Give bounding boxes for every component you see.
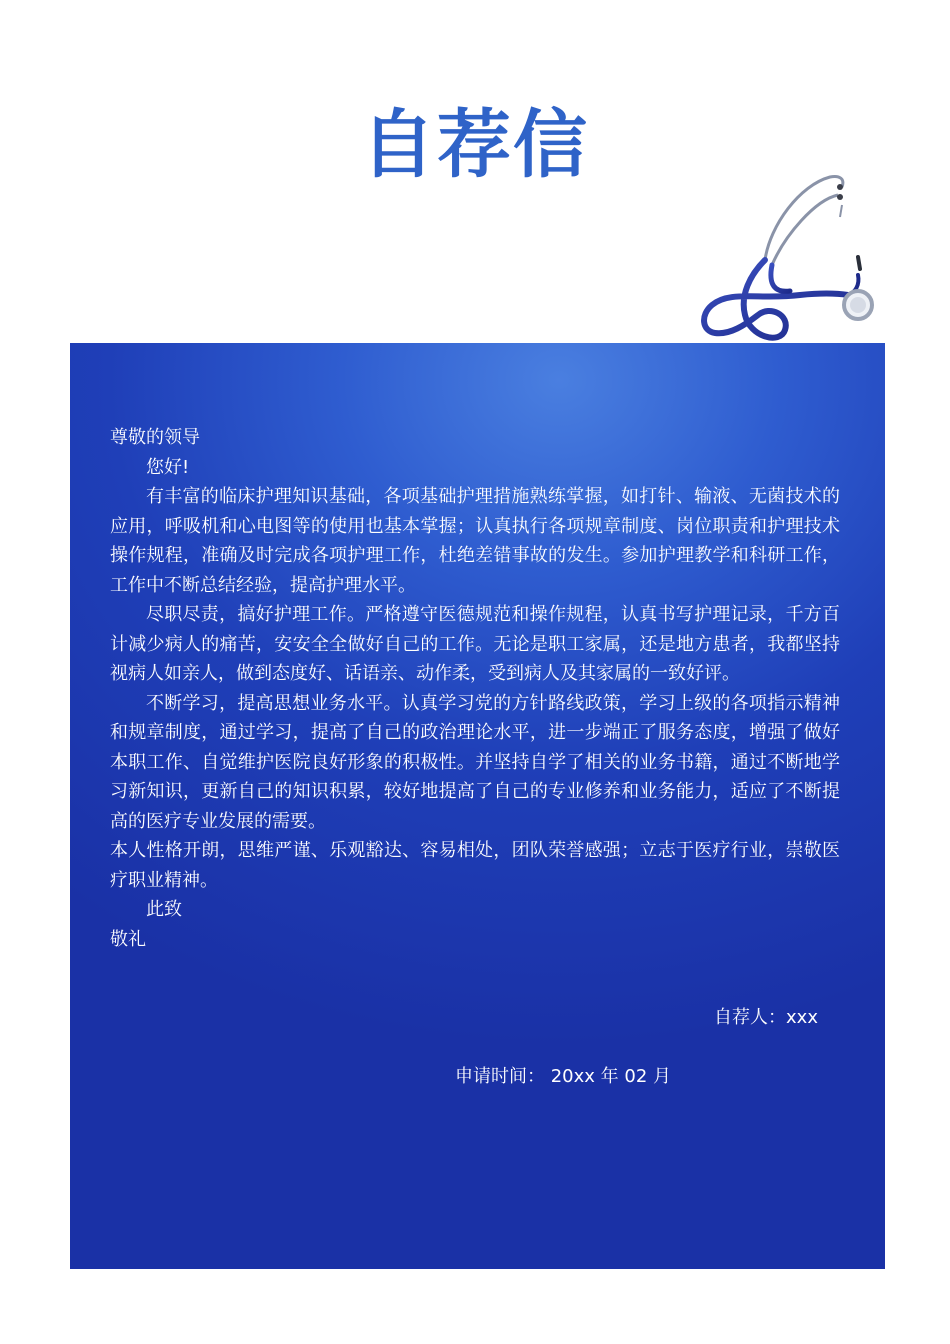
application-date: 申请时间： 20xx 年 02 月 bbox=[455, 1066, 671, 1087]
paragraph-learning: 不断学习，提高思想业务水平。认真学习党的方针路线政策，学习上级的各项指示精神和规章制度，通过学习，提高了自己的政治理论水平，进一步端正了服务态度，增强了做好本职工作、自觉维护医院良好形象的积极性。并坚持自学了相关的业务书籍，通过不断地学习新知识，更新自己的知识积累，较好地提高了自己的专业修养和业务能力，适应了不断提高的医疗专业发展的需要。 bbox=[110, 692, 840, 832]
paragraph-personality: 本人性格开朗，思维严谨、乐观豁达、容易相处，团队荣誉感强；立志于医疗行业，崇敬医疗职业精神。 bbox=[110, 840, 840, 891]
paragraph-duty: 尽职尽责，搞好护理工作。严格遵守医德规范和操作规程，认真书写护理记录，千方百计减少病人的痛苦，安安全全做好自己的工作。无论是职工家属，还是地方患者，我都坚持视病人如亲人，做到态度好、话语亲、动作柔，受到病人及其家属的一致好评。 bbox=[110, 604, 840, 684]
page-title: 自荐信 bbox=[361, 102, 589, 188]
closing-line-1: 此致 bbox=[146, 899, 182, 920]
salutation: 尊敬的领导 bbox=[110, 427, 200, 448]
paragraph-knowledge: 有丰富的临床护理知识基础，各项基础护理措施熟练掌握，如打针、输液、无菌技术的应用，呼吸机和心电图等的使用也基本掌握；认真执行各项规章制度、岗位职责和护理技术操作规程，准确及时完成各项护理工作，杜绝差错事故的发生。参加护理教学和科研工作，工作中不断总结经验，提高护理水平。 bbox=[110, 486, 840, 596]
letter-body bbox=[110, 423, 840, 954]
closing-line-2: 敬礼 bbox=[110, 928, 146, 950]
greeting: 您好! bbox=[146, 456, 190, 478]
stethoscope-icon bbox=[690, 165, 890, 375]
signer: 自荐人：xxx bbox=[714, 1007, 818, 1028]
